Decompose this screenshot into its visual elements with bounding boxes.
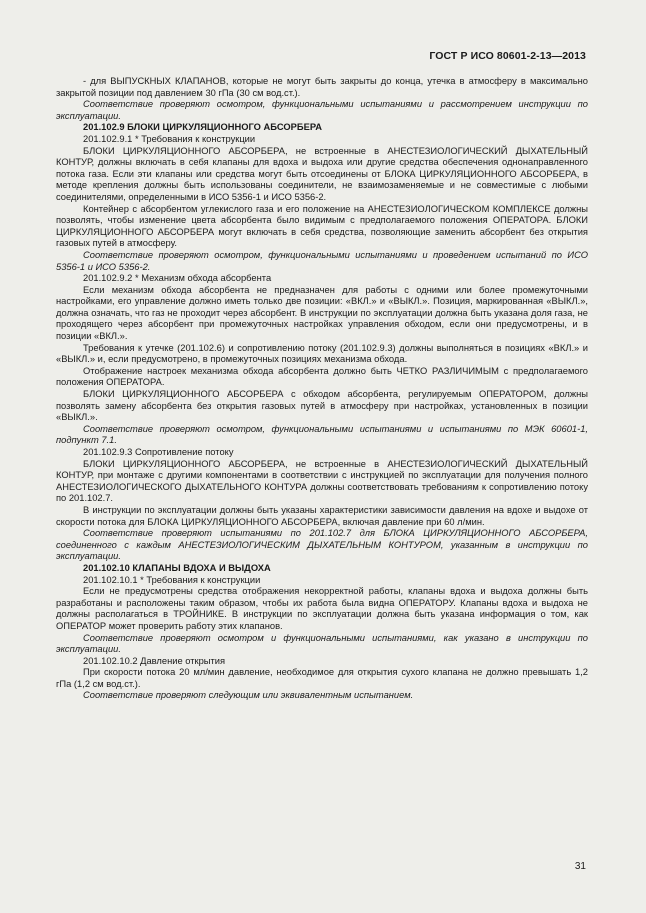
section-heading: 201.102.9 БЛОКИ ЦИРКУЛЯЦИОННОГО АБСОРБЕРА (83, 122, 322, 133)
subsection-title: 201.102.9.1 * Требования к конструкции (83, 133, 256, 144)
paragraph: Требования к утечке (201.102.6) и сопротивлению потоку (201.102.9.3) должны выполняться в позициях «ВКЛ.» и «ВЫКЛ.» и, если предусмотрено, в промежуточных позициях механизма обхода. (56, 342, 588, 365)
paragraph: - для ВЫПУСКНЫХ КЛАПАНОВ, которые не могут быть закрыты до конца, утечка в атмосферу в максимально закрытой позиции под давлением 30 гПа (30 см вод.ст.). (56, 76, 588, 98)
compliance-note: Соответствие проверяют испытаниями по 201.102.7 для БЛОКА ЦИРКУЛЯЦИОННОГО АБСОРБЕРА, соединенного с каждым АНЕСТЕЗИОЛОГИЧЕСКИМ ДЫХАТЕЛЬНЫМ КОНТУРОМ, указанным в инструкции по эксплуатации. (56, 528, 588, 562)
subsection-title: 201.102.9.2 * Механизм обхода абсорбента (83, 273, 272, 284)
compliance-note: Соответствие проверяют осмотром, функциональными испытаниями и рассмотрением инструкции по эксплуатации. (56, 99, 588, 121)
subsection-title: 201.102.10.2 Давление открытия (83, 655, 226, 666)
subsection-title: 201.102.10.1 * Требования к конструкции (83, 574, 261, 585)
compliance-note: Соответствие проверяют осмотром и функциональными испытаниями, как указано в инструкции по эксплуатации. (56, 632, 588, 655)
page-number: 31 (574, 861, 586, 872)
paragraph: Отображение настроек механизма обхода абсорбента должно быть ЧЕТКО РАЗЛИЧИМЫМ с предполагаемого положения ОПЕРАТОРА. (56, 365, 588, 388)
paragraph: Если не предусмотрены средства отображения некорректной работы, клапаны вдоха и выдоха должны быть разработаны и расположены таким образом, чтобы их работа была видна ОПЕРАТОРУ. Клапаны вдоха и выдоха не должны располагаться в ТРОЙНИКЕ. В инструкции по эксплуатации должна быть указана информация о том, как ОПЕРАТОР может проверить работу этих клапанов. (56, 586, 588, 631)
body-text (56, 76, 588, 702)
subsection-title: 201.102.9.3 Сопротивление потоку (83, 447, 234, 457)
paragraph: При скорости потока 20 мл/мин давление, необходимое для открытия сухого клапана не должно превышать 1,2 гПа (1,2 см вод.ст.). (56, 667, 588, 689)
paragraph: БЛОКИ ЦИРКУЛЯЦИОННОГО АБСОРБЕРА, не встроенные в АНЕСТЕЗИОЛОГИЧЕСКИЙ ДЫХАТЕЛЬНЫЙ КОНТУР, должны включать в себя клапаны для вдоха и выдоха или другие средства обеспечения однонаправленного потока газа. Если эти клапаны или средства могут быть отсоединены от БЛОКА ЦИРКУЛЯЦИОННОГО АБСОРБЕРА, в методе крепления должны быть использованы соединители, не взаимозаменяемые и не совместимые с любыми соединителями, определенными в ИСО 5356-1 и ИСО 5356-2. (56, 145, 588, 202)
paragraph: Контейнер с абсорбентом углекислого газа и его положение на АНЕСТЕЗИОЛОГИЧЕСКОМ КОМПЛЕКСЕ должны позволять, чтобы изменение цвета абсорбента было видимым с предполагаемого положения ОПЕРАТОРА. БЛОКИ ЦИРКУЛЯЦИОННОГО АБСОРБЕРА могут включать в себя средства, позволяющие заменить абсорбент без открытия газовых путей в атмосферу. (56, 203, 588, 249)
section-heading: 201.102.10 КЛАПАНЫ ВДОХА И ВЫДОХА (83, 562, 271, 573)
paragraph: В инструкции по эксплуатации должны быть указаны характеристики зависимости давления на вдохе и выдохе от скорости потока для БЛОКА ЦИРКУЛЯЦИОННОГО АБСОРБЕРА, включая давление при 60 л/мин. (56, 504, 588, 527)
compliance-note: Соответствие проверяют осмотром, функциональными испытаниями и испытаниями по МЭК 60601-1, подпункт 7.1. (56, 423, 588, 446)
paragraph: БЛОКИ ЦИРКУЛЯЦИОННОГО АБСОРБЕРА с обходом абсорбента, регулируемым ОПЕРАТОРОМ, должны позволять замену абсорбента без открытия газовых путей в атмосферу при настройках, установленных в позиции «ВЫКЛ.». (56, 389, 588, 423)
compliance-note: Соответствие проверяют следующим или эквивалентным испытанием. (83, 690, 414, 701)
paragraph: Если механизм обхода абсорбента не предназначен для работы с одними или более промежуточными настройками, его управление должно иметь только две позиции: «ВКЛ.» и «ВЫКЛ.». Позиция, маркированная «ВЫКЛ.», должна означать, что газ не проходит через абсорбент. В инструкции по эксплуатации должна быть указана доля газа, не проходящего через абсорбент при промежуточных настройках управления обходом, если они предусмотрены, и в позиции «ВКЛ.». (56, 284, 588, 342)
standard-header: ГОСТ Р ИСО 80601-2-13—2013 (429, 50, 586, 62)
compliance-note: Соответствие проверяют осмотром, функциональными испытаниями и проведением испытаний по ИСО 5356-1 и ИСО 5356-2. (56, 249, 588, 272)
paragraph: БЛОКИ ЦИРКУЛЯЦИОННОГО АБСОРБЕРА, не встроенные в АНЕСТЕЗИОЛОГИЧЕСКИЙ ДЫХАТЕЛЬНЫЙ КОНТУР, при монтаже с другими компонентами в соответствии с инструкцией по эксплуатации для получения полного АНЕСТЕЗИОЛОГИЧЕСКОГО ДЫХАТЕЛЬНОГО КОНТУРА должны соответствовать требованиям к сопротивлению потоку по 201.102.7. (56, 458, 588, 504)
